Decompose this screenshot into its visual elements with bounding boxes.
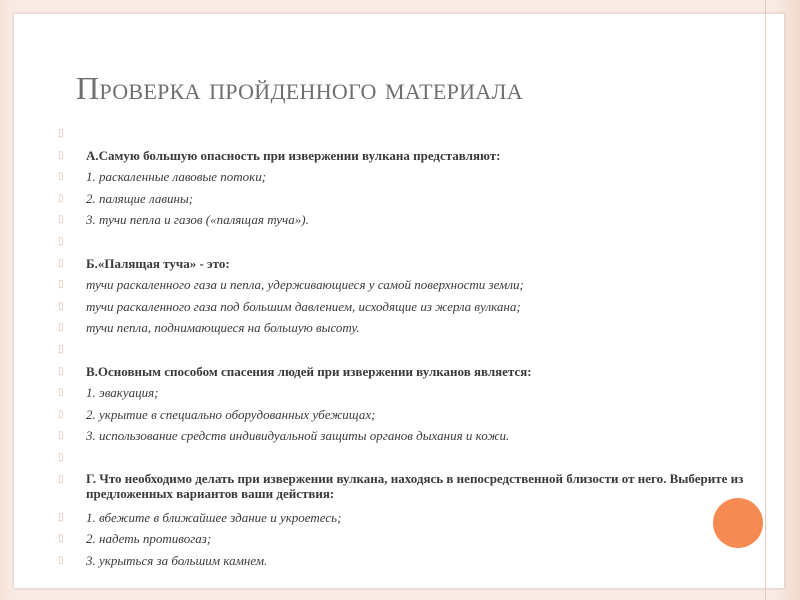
list-item-text: 2. надеть противогаз;	[86, 531, 212, 547]
bullet-icon: ▯	[58, 343, 64, 355]
bullet-icon: ▯	[58, 171, 64, 183]
bullet-icon: ▯	[58, 300, 64, 312]
list-item-text: 1. вбежите в ближайшее здание и укроетесь;	[86, 509, 342, 525]
bullet-icon: ▯	[58, 408, 64, 420]
bullet-icon: ▯	[58, 235, 64, 247]
list-item	[58, 147, 778, 169]
question-list	[58, 125, 778, 573]
list-item-text: 2. укрытие в специально оборудованных убежищах;	[86, 406, 376, 422]
list-item-text: 1. эвакуация;	[86, 385, 159, 401]
list-item	[58, 471, 778, 509]
bullet-icon: ▯	[58, 533, 64, 545]
list-item	[58, 125, 778, 147]
bullet-icon: ▯	[58, 214, 64, 226]
list-item	[58, 319, 778, 341]
list-item	[58, 509, 778, 531]
bullet-icon: ▯	[58, 473, 64, 485]
list-item	[58, 211, 778, 233]
bullet-icon: ▯	[58, 192, 64, 204]
list-item	[58, 427, 778, 449]
list-item	[58, 298, 778, 320]
list-item	[58, 363, 778, 385]
list-item-text: тучи пепла, поднимающиеся на большую высоту.	[86, 320, 360, 336]
list-item	[58, 530, 778, 552]
list-item	[58, 449, 778, 471]
bullet-icon: ▯	[58, 128, 64, 139]
list-item	[58, 168, 778, 190]
list-item-text: А.Самую большую опасность при извержении вулкана представляют:	[86, 147, 501, 163]
list-item	[58, 384, 778, 406]
bullet-icon: ▯	[58, 387, 64, 399]
bullet-icon: ▯	[58, 554, 64, 566]
list-item-text: Г. Что необходимо делать при извержении вулкана, находясь в непосредственной близости от него. Выберите из предложенных вариантов ваши действия:	[86, 470, 744, 501]
list-item	[58, 406, 778, 428]
bullet-icon: ▯	[58, 365, 64, 377]
list-item-text: 3. использование средств индивидуальной защиты органов дыхания и кожи.	[86, 428, 510, 444]
list-item-text: тучи раскаленного газа и пепла, удерживающиеся у самой поверхности земли;	[86, 277, 524, 293]
slide-panel	[14, 14, 784, 588]
list-item	[58, 341, 778, 363]
slide-title: Проверка пройденного материала	[76, 70, 523, 106]
bullet-icon: ▯	[58, 430, 64, 442]
list-item	[58, 255, 778, 277]
list-item	[58, 552, 778, 574]
list-item-text: 1. раскаленные лавовые потоки;	[86, 169, 267, 185]
bullet-icon: ▯	[58, 451, 64, 463]
bullet-icon: ▯	[58, 149, 64, 161]
bullet-icon: ▯	[58, 322, 64, 334]
decorative-vertical-line	[765, 0, 766, 600]
bullet-icon: ▯	[58, 511, 64, 523]
list-item	[58, 190, 778, 212]
decorative-circle	[713, 498, 763, 548]
list-item-text: 3. тучи пепла и газов («палящая туча»).	[86, 212, 309, 228]
bullet-icon: ▯	[58, 257, 64, 269]
list-item	[58, 276, 778, 298]
list-item-text: Б.«Палящая туча» - это:	[86, 255, 230, 271]
list-item-text: 3. укрыться за большим камнем.	[86, 552, 268, 568]
list-item-text: В.Основным способом спасения людей при извержении вулканов является:	[86, 363, 532, 379]
list-item-text: 2. палящие лавины;	[86, 190, 194, 206]
bullet-icon: ▯	[58, 279, 64, 291]
list-item-text: тучи раскаленного газа под большим давлением, исходящие из жерла вулкана;	[86, 298, 521, 314]
list-item	[58, 233, 778, 255]
